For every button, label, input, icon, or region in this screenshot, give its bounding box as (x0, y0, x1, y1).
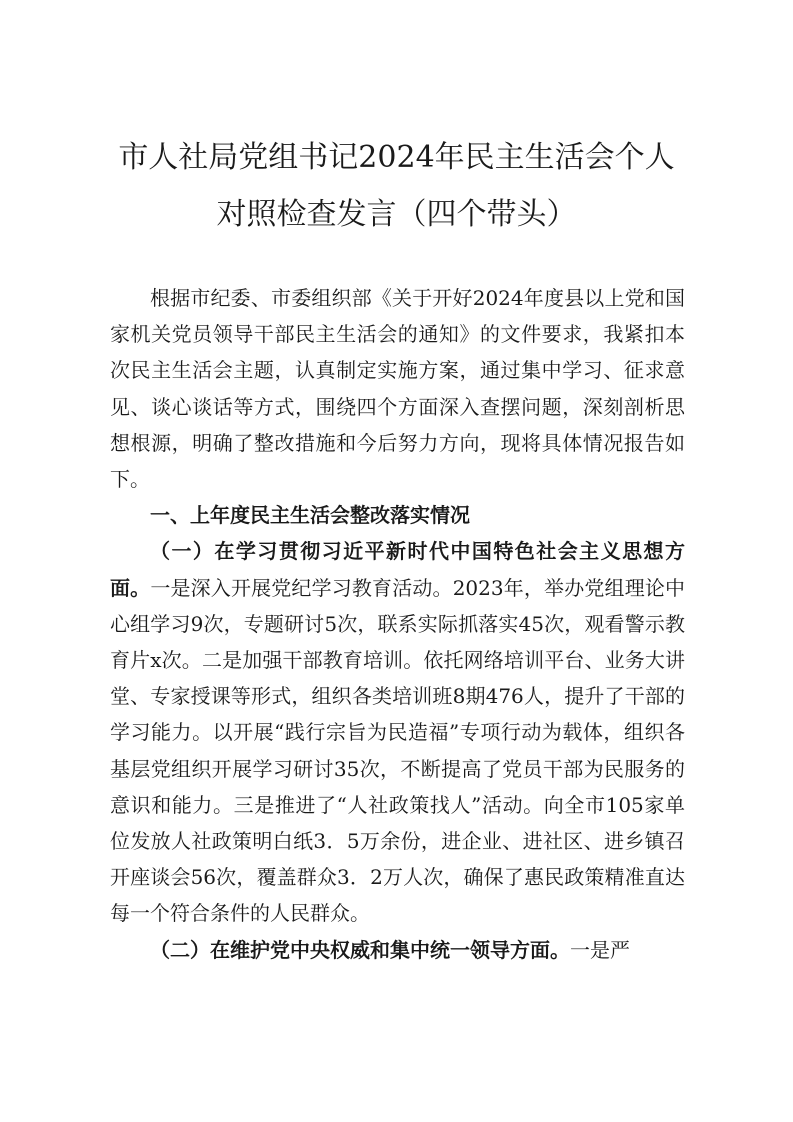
subsection-lead-1: （一）在学习贯彻习近平新时代中国特色社会主义思想方面。 (110, 539, 685, 600)
subsection-text-2: 一是严 (570, 937, 630, 962)
intro-paragraph: 根据市纪委、市委组织部《关于开好2024年度县以上党和国家机关党员领导干部民主生活会的通知》的文件要求，我紧扣本次民主生活会主题，认真制定实施方案，通过集中学习、征求意见、谈心谈话等方式，围绕四个方面深入查摆问题，深刻剖析思想根源，明确了整改措施和今后努力方向，现将具体情况报告如下。 (110, 286, 685, 492)
document-title-line-1: 市人社局党组书记2024年民主生活会个人 (118, 140, 675, 175)
section-heading-1: 一、上年度民主生活会整改落实情况 (150, 503, 470, 528)
subsection-paragraph-2 (110, 932, 685, 968)
document-body (110, 280, 685, 968)
subsection-lead-2: （二）在维护党中央权威和集中统一领导方面。 (150, 937, 570, 962)
subsection-paragraph-1 (110, 533, 685, 931)
document-title-line-2: 对照检查发言（四个带头） (216, 197, 577, 232)
subsection-text-1: 一是深入开展党纪学习教育活动。2023年，举办党组理论中心组学习9次，专题研讨5次，联系实际抓落实45次，观看警示教育片x次。二是加强干部教育培训。依托网络培训平台、业务大讲堂、专家授课等形式，组织各类培训班8期476人，提升了干部的学习能力。以开展“践行宗旨为民造福”专项行动为载体，组织各基层党组织开展学习研讨35次，不断提高了党员干部为民服务的意识和能力。三是推进了“人社政策找人”活动。向全市105家单位发放人社政策明白纸3．5万余份，进企业、进社区、进乡镇召开座谈会56次，覆盖群众3．2万人次，确保了惠民政策精准直达每一个符合条件的人民群众。 (110, 575, 686, 926)
